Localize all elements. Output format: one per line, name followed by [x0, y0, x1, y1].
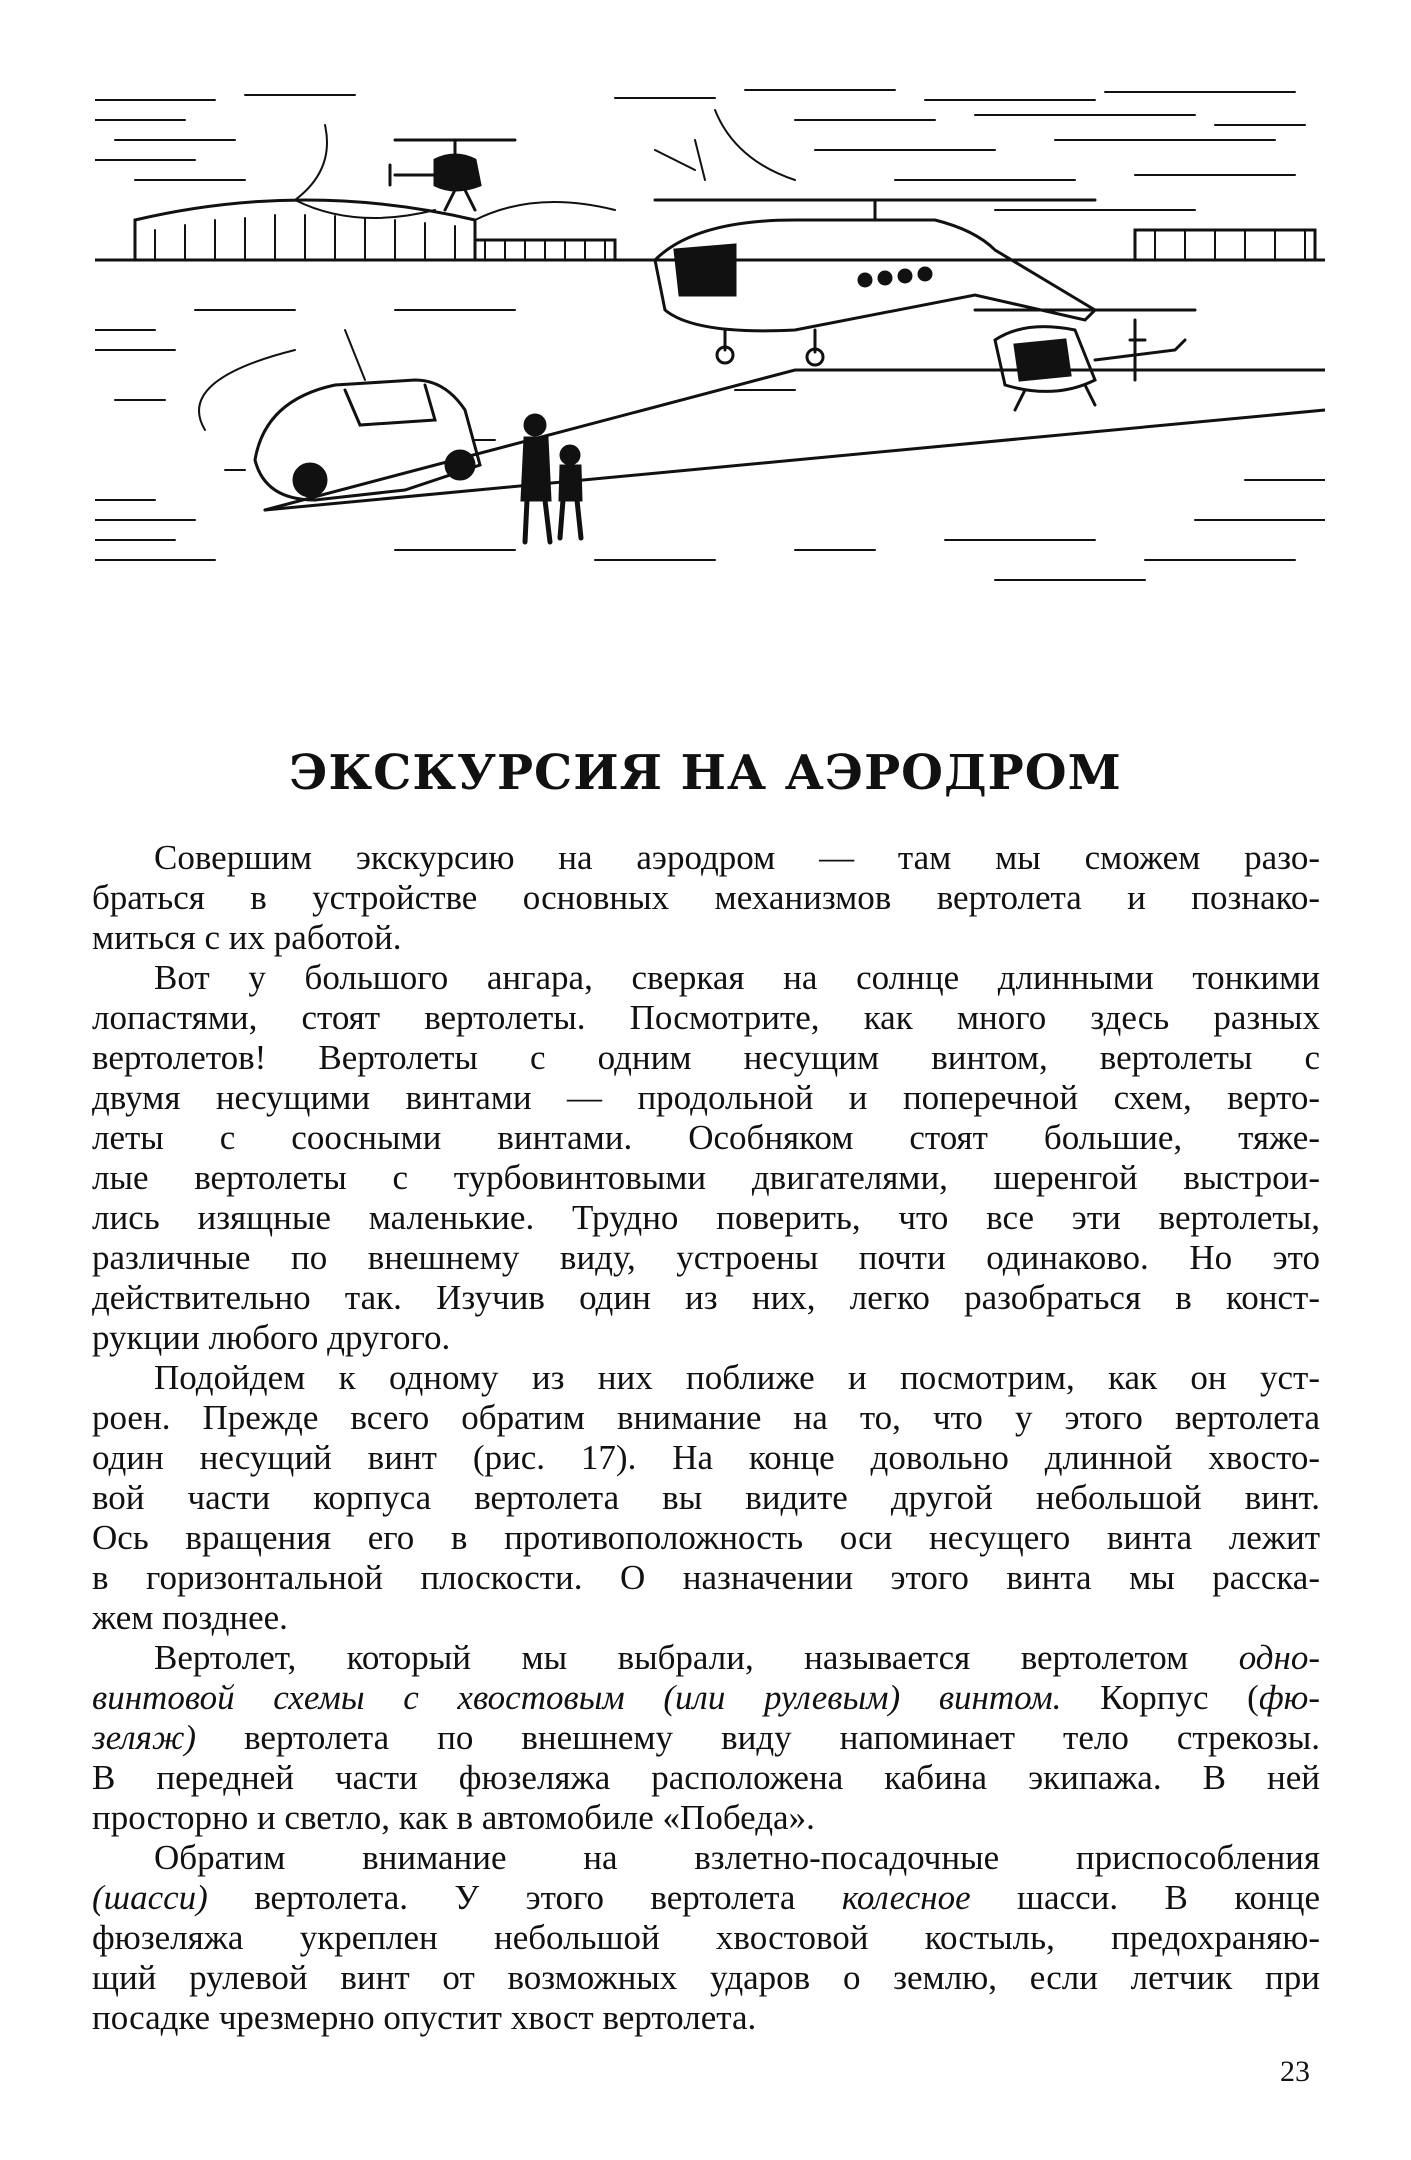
italic-term: фю- — [1258, 1678, 1320, 1717]
text-segment: фюзеляжа укреплен небольшой хвостовой костыль, предохраняю- — [92, 1918, 1320, 1957]
italic-term: зеляж) — [92, 1718, 197, 1757]
runway-drawing — [95, 310, 1325, 580]
text-segment: миться с их работой. — [92, 918, 402, 957]
text-segment: браться в устройстве основных механизмов вертолета и познако- — [92, 878, 1320, 917]
text-segment: различные по внешнему виду, устроены почти одинаково. Но это — [92, 1238, 1320, 1277]
text-line — [92, 1398, 1320, 1438]
text-line — [92, 1278, 1320, 1318]
text-segment: действительно так. Изучив один из них, легко разобраться в конст- — [92, 1278, 1320, 1317]
text-line — [92, 1478, 1320, 1518]
text-line — [92, 1158, 1320, 1198]
text-line — [92, 1558, 1320, 1598]
text-segment: просторно и светло, как в автомобиле «Победа». — [92, 1798, 815, 1837]
text-segment: двумя несущими винтами — продольной и поперечной схем, верто- — [92, 1078, 1320, 1117]
text-line — [92, 1798, 1320, 1838]
text-segment: вертолета. У этого вертолета — [207, 1878, 842, 1917]
italic-term: винтовой схемы с хвостовым (или рулевым) винтом. — [92, 1678, 1062, 1717]
italic-term: (шасси) — [92, 1878, 208, 1917]
flying-helicopter-drawing — [390, 140, 515, 210]
text-line — [92, 1198, 1320, 1238]
text-line — [92, 1758, 1320, 1798]
text-line — [92, 918, 1320, 958]
chapter-title: ЭКСКУРСИЯ НА АЭРОДРОМ — [289, 745, 1122, 801]
airfield-illustration — [95, 80, 1325, 600]
page-number: 23 — [1280, 2055, 1310, 2088]
text-line — [92, 878, 1320, 918]
text-segment: Подойдем к одному из них поближе и посмотрим, как он уст- — [154, 1358, 1320, 1397]
text-line — [92, 998, 1320, 1038]
text-segment: посадке чрезмерно опустит хвост вертолета. — [92, 1998, 757, 2037]
text-line — [92, 1038, 1320, 1078]
text-segment: жем позднее. — [92, 1598, 288, 1637]
car-drawing — [225, 330, 495, 500]
text-line — [92, 1678, 1320, 1718]
text-segment: Вот у большого ангара, сверкая на солнце длинными тонкими — [154, 958, 1320, 997]
text-segment: леты с соосными винтами. Особняком стоят большие, тяже- — [92, 1118, 1320, 1157]
text-segment: лись изящные маленькие. Трудно поверить, что все эти вертолеты, — [92, 1198, 1320, 1237]
text-line — [92, 1718, 1320, 1758]
text-segment: рукции любого другого. — [92, 1318, 451, 1357]
text-segment: Совершим экскурсию на аэродром — там мы сможем разо- — [154, 838, 1320, 877]
body-text — [92, 838, 1320, 2038]
text-segment: вой части корпуса вертолета вы видите другой небольшой винт. — [92, 1478, 1320, 1517]
small-helicopter-drawing — [975, 310, 1195, 410]
text-line — [92, 1998, 1320, 2038]
text-segment: Корпус ( — [1061, 1678, 1259, 1717]
italic-term: одно- — [1238, 1638, 1320, 1677]
text-segment: лые вертолеты с турбовинтовыми двигателями, шеренгой выстрои- — [92, 1158, 1320, 1197]
text-segment: щий рулевой винт от возможных ударов о землю, если летчик при — [92, 1958, 1320, 1997]
text-segment: роен. Прежде всего обратим внимание на то, что у этого вертолета — [92, 1398, 1320, 1437]
text-line — [92, 1318, 1320, 1358]
text-line — [92, 1118, 1320, 1158]
text-line — [92, 1918, 1320, 1958]
text-line — [92, 1518, 1320, 1558]
text-segment: один несущий винт (рис. 17). На конце довольно длинной хвосто- — [92, 1438, 1320, 1477]
text-line — [92, 1878, 1320, 1918]
text-line — [92, 1078, 1320, 1118]
text-line — [92, 1598, 1320, 1638]
text-line — [92, 1438, 1320, 1478]
text-line — [92, 1238, 1320, 1278]
text-segment: Обратим внимание на взлетно-посадочные приспособления — [154, 1838, 1320, 1877]
text-segment: вертолета по внешнему виду напоминает тело стрекозы. — [196, 1718, 1320, 1757]
text-line — [92, 1958, 1320, 1998]
text-line — [92, 1838, 1320, 1878]
text-line — [92, 1638, 1320, 1678]
text-line — [92, 1358, 1320, 1398]
text-segment: В передней части фюзеляжа расположена кабина экипажа. В ней — [92, 1758, 1320, 1797]
text-line — [92, 958, 1320, 998]
text-segment: Ось вращения его в противоположность оси несущего винта лежит — [92, 1518, 1320, 1557]
italic-term: колесное — [841, 1878, 971, 1917]
large-helicopter-drawing — [655, 200, 1095, 365]
text-segment: вертолетов! Вертолеты с одним несущим винтом, вертолеты с — [92, 1038, 1320, 1077]
text-segment: в горизонтальной плоскости. О назначении этого винта мы расска- — [92, 1558, 1320, 1597]
text-segment: Вертолет, который мы выбрали, называется вертолетом — [154, 1638, 1239, 1677]
text-line — [92, 838, 1320, 878]
text-segment: лопастями, стоят вертолеты. Посмотрите, как много здесь разных — [92, 998, 1320, 1037]
text-segment: шасси. В конце — [970, 1878, 1320, 1917]
